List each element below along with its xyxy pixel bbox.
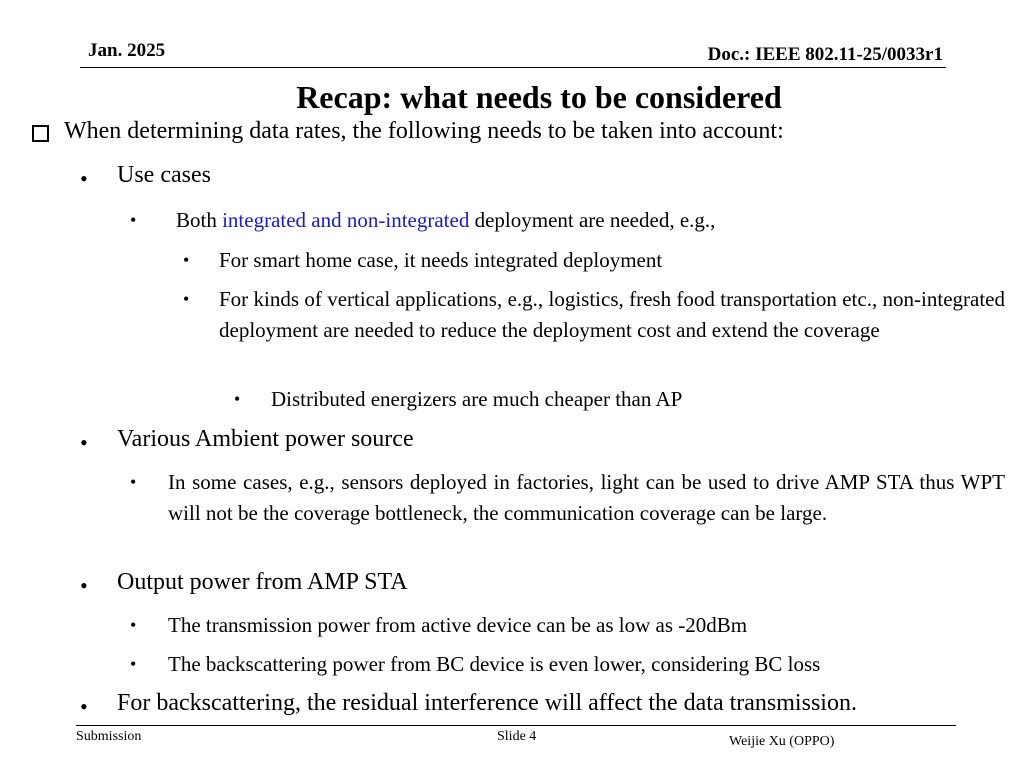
intro-text: When determining data rates, the following needs to be taken into account: bbox=[64, 118, 784, 144]
bc-device-power-text: The backscattering power from BC device is even lower, considering BC loss bbox=[168, 652, 821, 676]
bullet-icon: • bbox=[80, 430, 88, 455]
use-cases-heading: Use cases bbox=[117, 162, 211, 188]
bullet-icon: • bbox=[130, 654, 137, 674]
header-divider bbox=[80, 67, 946, 68]
bullet-icon: • bbox=[80, 694, 88, 719]
bullet-icon: • bbox=[183, 289, 190, 309]
footer-divider bbox=[76, 725, 956, 726]
square-bullet-icon bbox=[32, 125, 49, 142]
bullet-icon: • bbox=[130, 210, 137, 230]
smart-home-text: For smart home case, it needs integrated deployment bbox=[219, 248, 663, 272]
header-date: Jan. 2025 bbox=[88, 40, 166, 61]
footer-slide-number: Slide 4 bbox=[497, 729, 537, 744]
slide-title: Recap: what needs to be considered bbox=[296, 79, 782, 115]
vertical-applications-text: For kinds of vertical applications, e.g., logistics, fresh food transportation etc., non-integrated deployment are needed to reduce the deployment cost and extend the coverage bbox=[219, 287, 1005, 342]
footer-author: Weijie Xu (OPPO) bbox=[729, 734, 835, 749]
both-prefix: Both bbox=[176, 208, 223, 232]
ambient-detail-text: In some cases, e.g., sensors deployed in factories, light can be used to drive AMP STA thus WPT will not be the coverage bottleneck, the communication coverage can be large. bbox=[168, 470, 1005, 525]
both-suffix: deployment are needed, e.g., bbox=[469, 208, 716, 232]
deployment-both-text bbox=[176, 208, 715, 233]
bullet-icon: • bbox=[80, 573, 88, 598]
bullet-icon: • bbox=[130, 472, 137, 492]
bullet-icon: • bbox=[130, 615, 137, 635]
energizers-text: Distributed energizers are much cheaper than AP bbox=[271, 387, 683, 411]
both-highlight: integrated and non-integrated bbox=[222, 208, 470, 232]
backscattering-text: For backscattering, the residual interference will affect the data transmission. bbox=[117, 690, 857, 716]
footer-submission: Submission bbox=[76, 729, 142, 744]
active-device-power-text: The transmission power from active device can be as low as -20dBm bbox=[168, 613, 748, 637]
bullet-icon: • bbox=[234, 389, 241, 409]
output-power-heading: Output power from AMP STA bbox=[117, 569, 408, 595]
header-doc-id: Doc.: IEEE 802.11-25/0033r1 bbox=[707, 44, 943, 65]
bullet-icon: • bbox=[80, 166, 88, 191]
ambient-heading: Various Ambient power source bbox=[117, 426, 414, 452]
bullet-icon: • bbox=[183, 250, 190, 270]
